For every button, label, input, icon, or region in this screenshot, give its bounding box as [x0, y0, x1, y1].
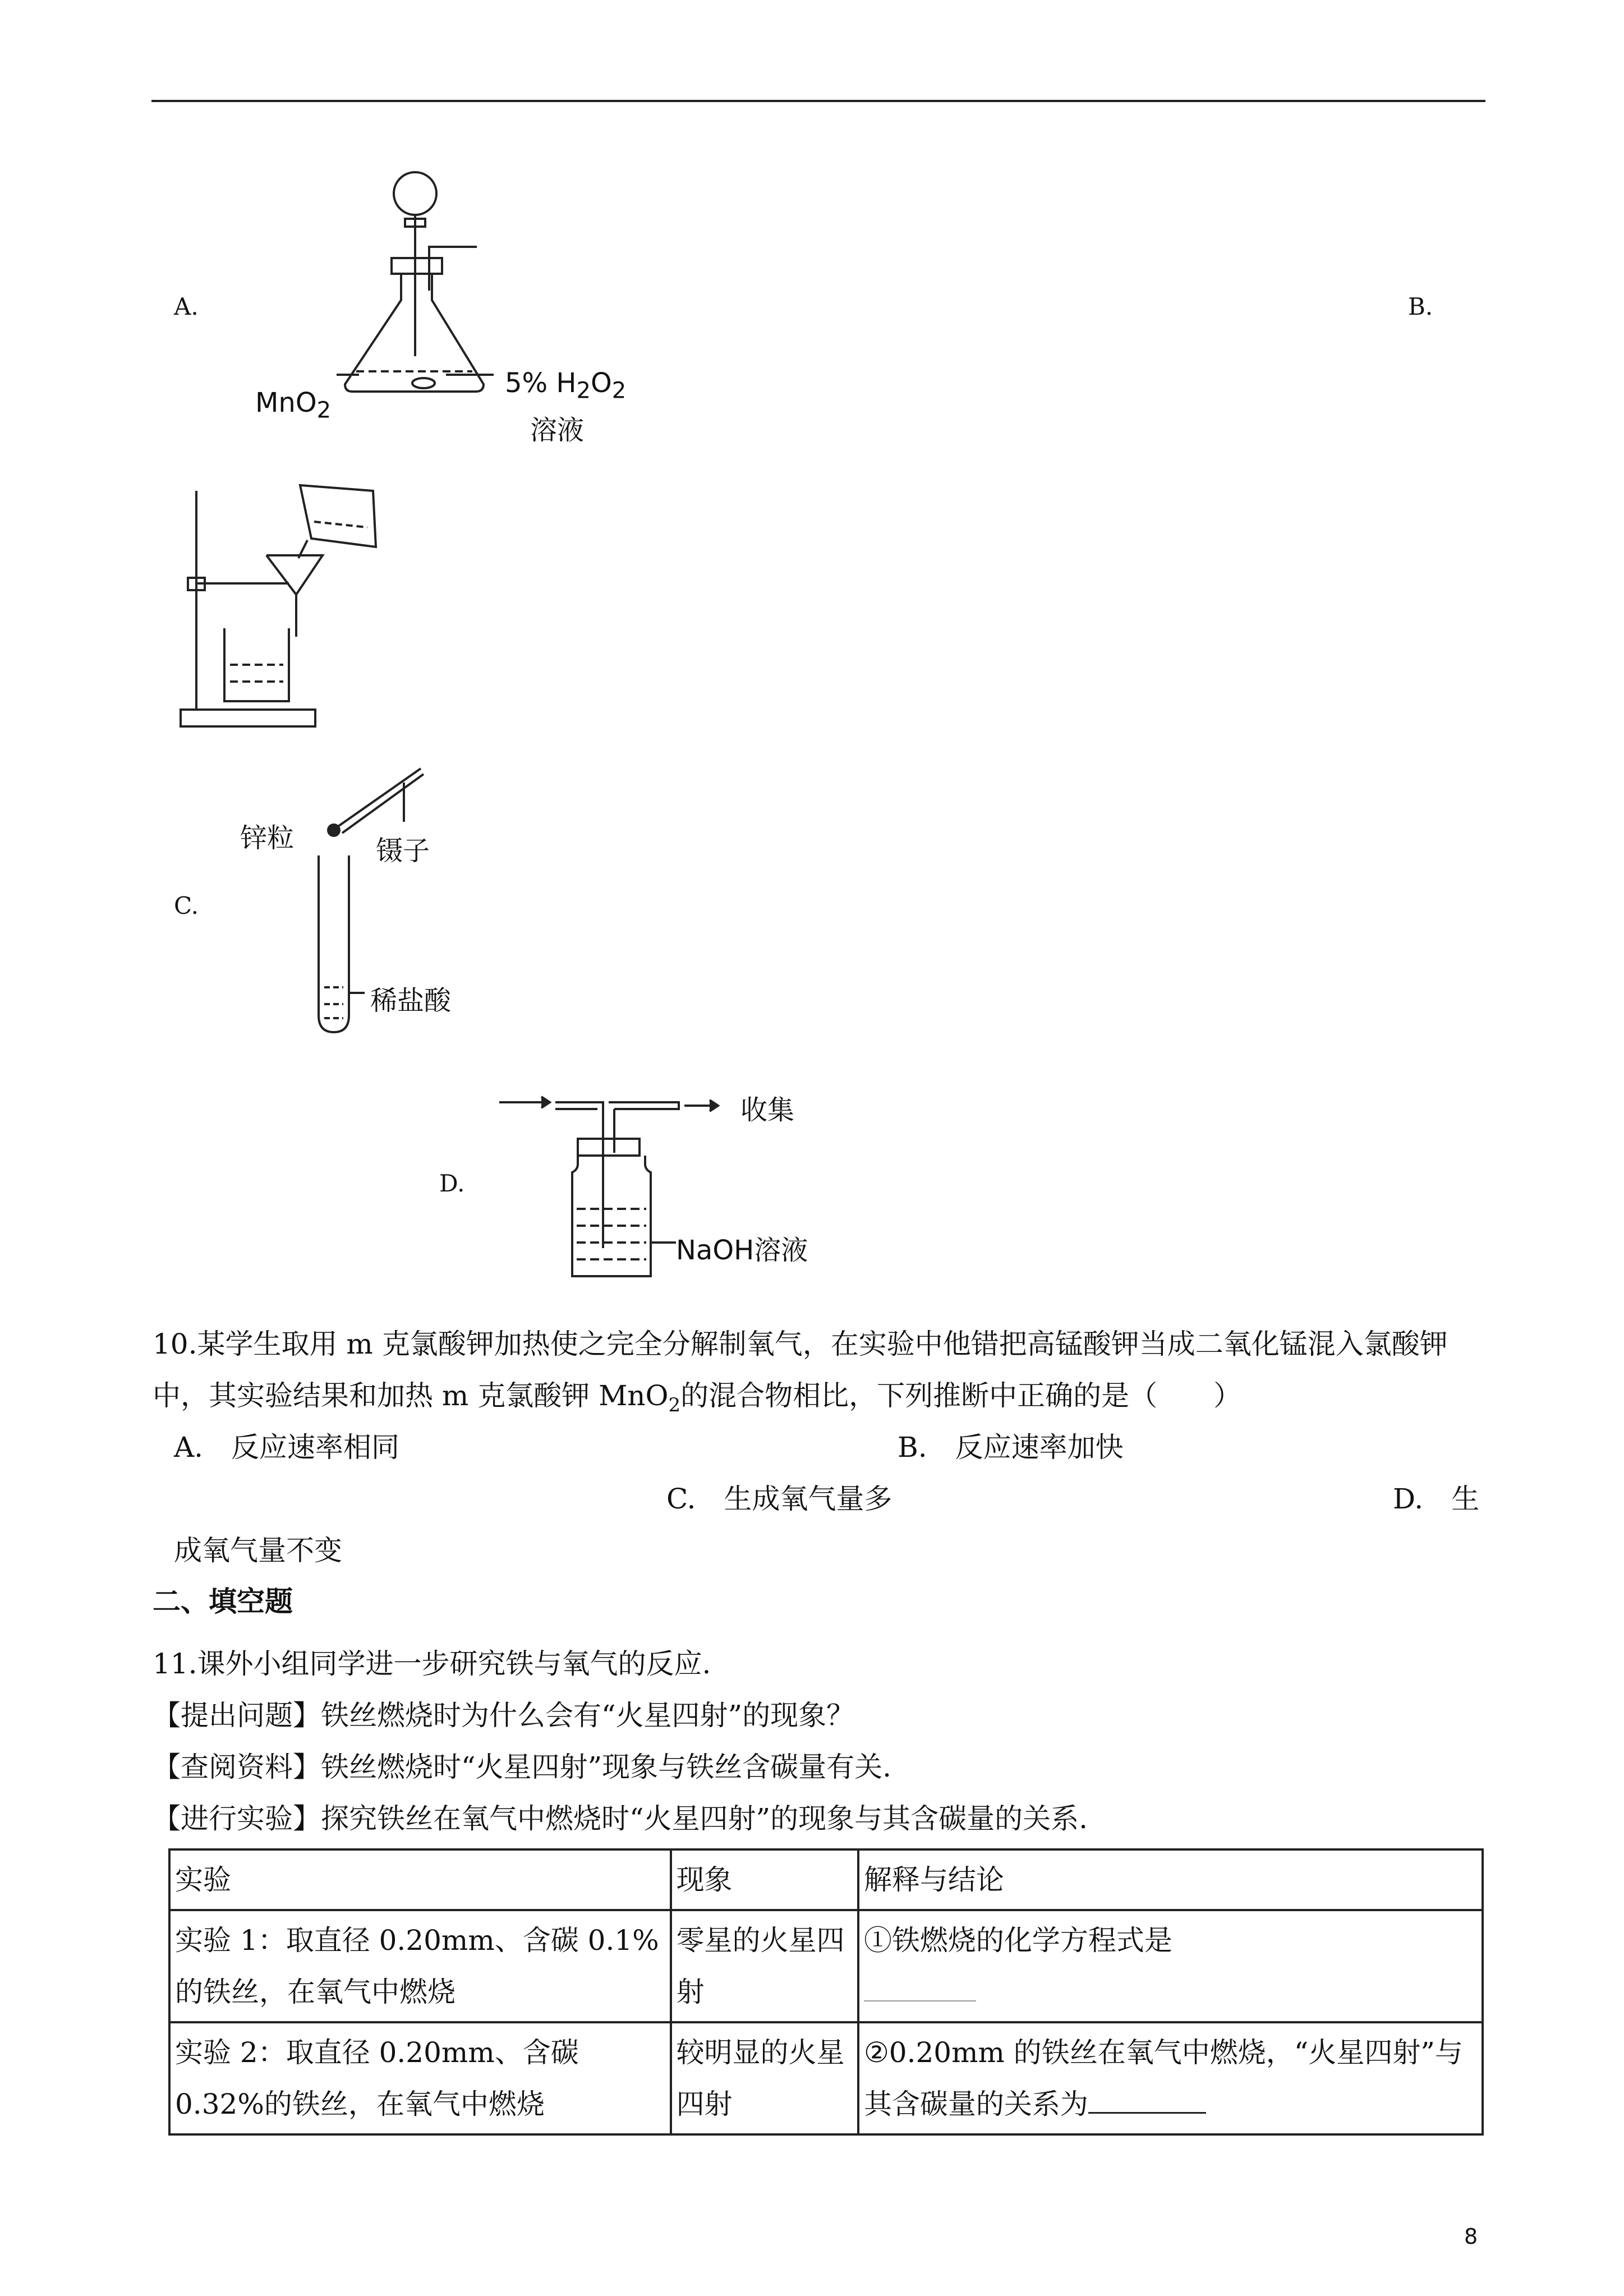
- table-cell-phenomenon: 较明显的火星四射: [671, 2022, 858, 2134]
- table-cell-conclusion: [858, 1910, 1483, 2022]
- option-d-label: D.: [439, 1170, 465, 1197]
- option-c-label: C.: [174, 892, 199, 919]
- q11-intro: 11.课外小组同学进一步研究铁与氧气的反应.: [153, 1648, 711, 1680]
- q10-option-d[interactable]: D. 生: [1393, 1483, 1480, 1515]
- conclusion-2-text: ②0.20mm 的铁丝在氧气中燃烧，“火星四射”与其含碳量的关系为: [863, 2036, 1463, 2120]
- experiment-table: [168, 1848, 1484, 2136]
- answer-blank-1[interactable]: [864, 1984, 976, 2001]
- answer-blank-2[interactable]: [1088, 2090, 1206, 2114]
- q10-option-d-continued: 成氧气量不变: [174, 1534, 342, 1567]
- q11-experiment: 【进行实验】探究铁丝在氧气中燃烧时“火星四射”的现象与其含碳量的关系.: [153, 1802, 1088, 1835]
- figure-b-filtration: [174, 474, 410, 732]
- table-header-row: [169, 1849, 1483, 1910]
- table-cell-conclusion: [858, 2022, 1483, 2134]
- fig-a-mno2-label: MnO$_2$: [255, 387, 332, 424]
- table-row: [169, 1910, 1483, 2022]
- table-row: [169, 2022, 1483, 2134]
- q10-option-c[interactable]: C. 生成氧气量多: [666, 1483, 892, 1515]
- section-heading: 二、填空题: [153, 1585, 293, 1618]
- fig-a-h2o2-label: 5% $H_2O_2$: [505, 367, 627, 404]
- q10-option-b[interactable]: B. 反应速率加快: [898, 1431, 1124, 1464]
- table-cell-experiment: 实验 2：取直径 0.20mm、含碳 0.32%的铁丝，在氧气中燃烧: [169, 2022, 671, 2134]
- fig-d-naoh-label: NaOH溶液: [676, 1235, 808, 1266]
- q11-reference: 【查阅资料】铁丝燃烧时“火星四射”现象与铁丝含碳量有关.: [153, 1751, 892, 1783]
- q11-question: 【提出问题】铁丝燃烧时为什么会有“火星四射”的现象？: [153, 1699, 855, 1732]
- fig-c-acid-label: 稀盐酸: [370, 985, 452, 1016]
- fig-d-collect-label: 收集: [740, 1094, 795, 1126]
- fig-a-solution-label: 溶液: [530, 415, 585, 446]
- header-rule: [151, 100, 1485, 102]
- table-cell-phenomenon: 零星的火星四射: [671, 1910, 858, 2022]
- fig-c-zinc-label: 锌粒: [240, 822, 295, 854]
- q10-line2: 中，其实验结果和加热 m 克氯酸钾 MnO$_2$的混合物相比，下列推断中正确的是（ ）: [153, 1379, 1242, 1416]
- q10-option-a[interactable]: A. 反应速率相同: [174, 1431, 400, 1464]
- table-cell-experiment: 实验 1：取直径 0.20mm、含碳 0.1%的铁丝，在氧气中燃烧: [169, 1910, 671, 2022]
- table-header: 现象: [671, 1849, 858, 1910]
- option-b-label: B.: [1408, 293, 1433, 320]
- conclusion-1-text: ①铁燃烧的化学方程式是: [863, 1924, 1172, 1957]
- q10-line1: 10.某学生取用 m 克氯酸钾加热使之完全分解制氧气，在实验中他错把高锰酸钾当成二氧化锰混入氯酸钾: [153, 1328, 1448, 1360]
- page-number: 8: [1464, 2224, 1478, 2249]
- table-header: 解释与结论: [858, 1849, 1483, 1910]
- fig-c-tweezers-label: 镊子: [376, 835, 430, 867]
- option-a-label: A.: [174, 293, 199, 320]
- table-header: 实验: [169, 1849, 671, 1910]
